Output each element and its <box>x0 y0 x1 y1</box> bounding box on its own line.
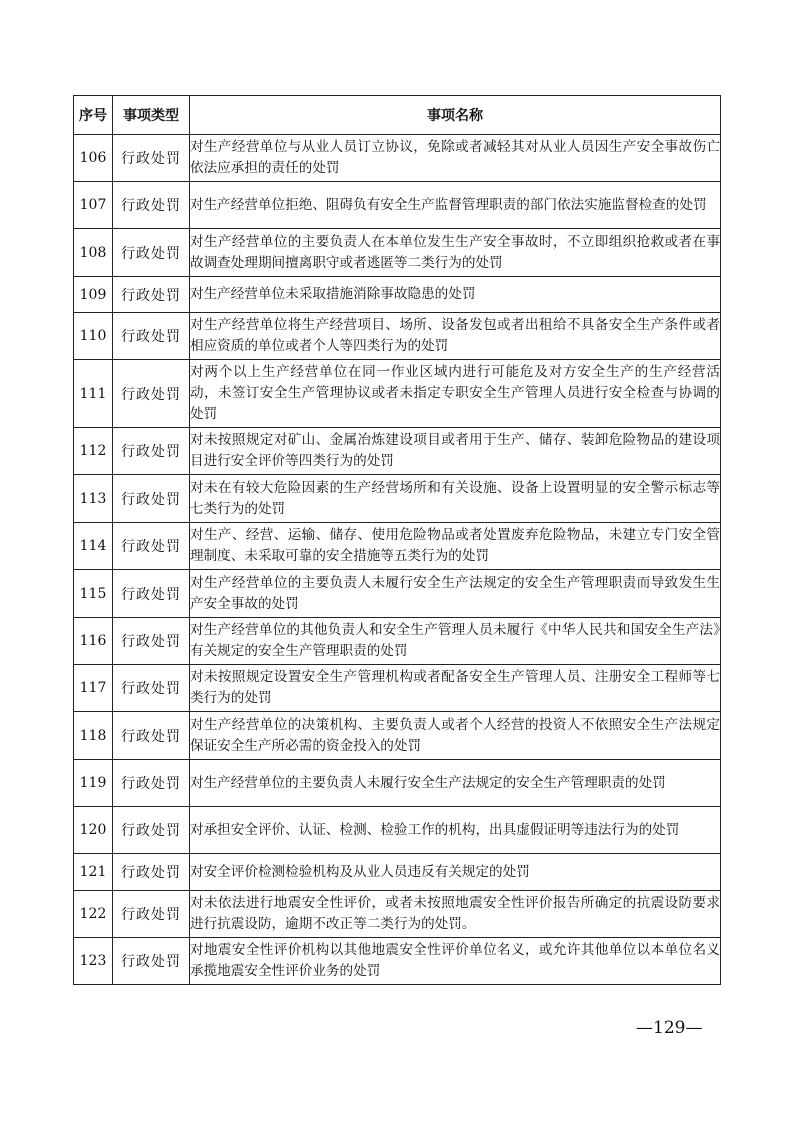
row-number: 108 <box>74 229 113 277</box>
header-name: 事项名称 <box>190 96 721 135</box>
row-number: 109 <box>74 277 113 313</box>
row-type: 行政处罚 <box>113 854 190 891</box>
row-name: 对地震安全性评价机构以其他地震安全性评价单位名义，或允许其他单位以本单位名义承揽地震安全性评价业务的处罚 <box>190 938 721 985</box>
row-name: 对生产经营单位拒绝、阻碍负有安全生产监督管理职责的部门依法实施监督检查的处罚 <box>190 182 721 229</box>
row-number: 112 <box>74 428 113 475</box>
row-name: 对承担安全评价、认证、检测、检验工作的机构，出具虚假证明等违法行为的处罚 <box>190 807 721 854</box>
row-number: 111 <box>74 360 113 428</box>
table-row <box>74 712 721 760</box>
row-type: 行政处罚 <box>113 760 190 807</box>
row-type: 行政处罚 <box>113 313 190 360</box>
table-row <box>74 665 721 712</box>
row-number: 123 <box>74 938 113 985</box>
page-number: —129— <box>636 1018 703 1038</box>
row-type: 行政处罚 <box>113 182 190 229</box>
row-type: 行政处罚 <box>113 360 190 428</box>
row-name: 对生产、经营、运输、储存、使用危险物品或者处置废弃危险物品，未建立专门安全管理制度、未采取可靠的安全措施等五类行为的处罚 <box>190 523 721 570</box>
row-number: 115 <box>74 570 113 618</box>
row-name: 对生产经营单位的主要负责人未履行安全生产法规定的安全生产管理职责而导致发生生产安全事故的处罚 <box>190 570 721 618</box>
row-type: 行政处罚 <box>113 229 190 277</box>
table-row <box>74 807 721 854</box>
table-row <box>74 428 721 475</box>
header-row <box>74 96 721 135</box>
table-row <box>74 360 721 428</box>
row-name: 对两个以上生产经营单位在同一作业区域内进行可能危及对方安全生产的生产经营活动，未签订安全生产管理协议或者未指定专职安全生产管理人员进行安全检查与协调的处罚 <box>190 360 721 428</box>
row-name: 对安全评价检测检验机构及从业人员违反有关规定的处罚 <box>190 854 721 891</box>
row-type: 行政处罚 <box>113 277 190 313</box>
table-header <box>74 96 721 135</box>
row-number: 116 <box>74 618 113 665</box>
row-number: 106 <box>74 135 113 182</box>
row-number: 120 <box>74 807 113 854</box>
table-row <box>74 854 721 891</box>
row-type: 行政处罚 <box>113 523 190 570</box>
row-type: 行政处罚 <box>113 475 190 523</box>
row-type: 行政处罚 <box>113 665 190 712</box>
row-name: 对未依法进行地震安全性评价，或者未按照地震安全性评价报告所确定的抗震设防要求进行抗震设防，逾期不改正等二类行为的处罚。 <box>190 891 721 938</box>
row-type: 行政处罚 <box>113 891 190 938</box>
row-name: 对生产经营单位的主要负责人在本单位发生生产安全事故时，不立即组织抢救或者在事故调查处理期间擅离职守或者逃匿等二类行为的处罚 <box>190 229 721 277</box>
row-number: 118 <box>74 712 113 760</box>
row-type: 行政处罚 <box>113 938 190 985</box>
row-number: 121 <box>74 854 113 891</box>
row-name: 对生产经营单位未采取措施消除事故隐患的处罚 <box>190 277 721 313</box>
row-type: 行政处罚 <box>113 570 190 618</box>
table-body <box>74 135 721 985</box>
row-number: 114 <box>74 523 113 570</box>
row-number: 119 <box>74 760 113 807</box>
header-type: 事项类型 <box>113 96 190 135</box>
row-type: 行政处罚 <box>113 712 190 760</box>
table-row <box>74 938 721 985</box>
table-row <box>74 313 721 360</box>
table-row <box>74 618 721 665</box>
row-name: 对生产经营单位的决策机构、主要负责人或者个人经营的投资人不依照安全生产法规定保证安全生产所必需的资金投入的处罚 <box>190 712 721 760</box>
table-row <box>74 277 721 313</box>
row-number: 107 <box>74 182 113 229</box>
table-row <box>74 760 721 807</box>
row-name: 对生产经营单位的主要负责人未履行安全生产法规定的安全生产管理职责的处罚 <box>190 760 721 807</box>
table-row <box>74 135 721 182</box>
row-name: 对未按照规定对矿山、金属冶炼建设项目或者用于生产、储存、装卸危险物品的建设项目进行安全评价等四类行为的处罚 <box>190 428 721 475</box>
table-row <box>74 229 721 277</box>
row-type: 行政处罚 <box>113 618 190 665</box>
table-row <box>74 182 721 229</box>
row-name: 对生产经营单位的其他负责人和安全生产管理人员未履行《中华人民共和国安全生产法》有关规定的安全生产管理职责的处罚 <box>190 618 721 665</box>
row-type: 行政处罚 <box>113 135 190 182</box>
row-type: 行政处罚 <box>113 428 190 475</box>
row-number: 113 <box>74 475 113 523</box>
row-name: 对未按照规定设置安全生产管理机构或者配备安全生产管理人员、注册安全工程师等七类行为的处罚 <box>190 665 721 712</box>
row-name: 对生产经营单位将生产经营项目、场所、设备发包或者出租给不具备安全生产条件或者相应资质的单位或者个人等四类行为的处罚 <box>190 313 721 360</box>
items-table <box>73 95 721 985</box>
row-type: 行政处罚 <box>113 807 190 854</box>
row-number: 122 <box>74 891 113 938</box>
header-no: 序号 <box>74 96 113 135</box>
row-number: 117 <box>74 665 113 712</box>
row-number: 110 <box>74 313 113 360</box>
row-name: 对未在有较大危险因素的生产经营场所和有关设施、设备上设置明显的安全警示标志等七类行为的处罚 <box>190 475 721 523</box>
table-row <box>74 523 721 570</box>
table-row <box>74 570 721 618</box>
row-name: 对生产经营单位与从业人员订立协议，免除或者减轻其对从业人员因生产安全事故伤亡依法应承担的责任的处罚 <box>190 135 721 182</box>
table-row <box>74 475 721 523</box>
table-row <box>74 891 721 938</box>
